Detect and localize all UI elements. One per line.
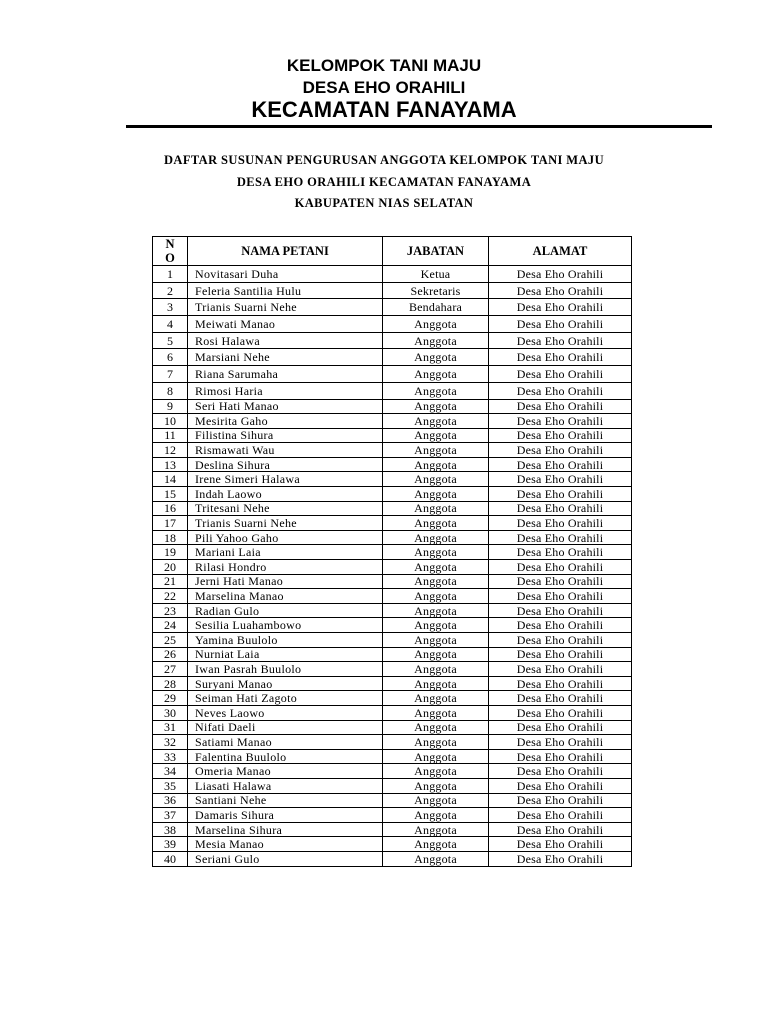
cell-no: 33 [153, 749, 188, 764]
header-jabatan: JABATAN [383, 237, 489, 266]
table-row [153, 349, 632, 366]
table-row [153, 316, 632, 333]
cell-nama: Novitasari Duha [188, 266, 383, 283]
cell-nama: Rismawati Wau [188, 443, 383, 458]
cell-jabatan: Anggota [383, 705, 489, 720]
cell-jabatan: Bendahara [383, 299, 489, 316]
cell-no: 1 [153, 266, 188, 283]
cell-jabatan: Anggota [383, 691, 489, 706]
cell-no: 23 [153, 603, 188, 618]
cell-alamat: Desa Eho Orahili [489, 414, 632, 429]
cell-alamat: Desa Eho Orahili [489, 793, 632, 808]
cell-no: 26 [153, 647, 188, 662]
cell-no: 13 [153, 457, 188, 472]
cell-alamat: Desa Eho Orahili [489, 299, 632, 316]
cell-nama: Iwan Pasrah Buulolo [188, 662, 383, 677]
cell-alamat: Desa Eho Orahili [489, 589, 632, 604]
cell-jabatan: Anggota [383, 530, 489, 545]
cell-nama: Meiwati Manao [188, 316, 383, 333]
cell-nama: Marselina Manao [188, 589, 383, 604]
cell-no: 40 [153, 851, 188, 866]
cell-jabatan: Anggota [383, 428, 489, 443]
cell-nama: Nurniat Laia [188, 647, 383, 662]
cell-jabatan: Anggota [383, 399, 489, 414]
cell-jabatan: Ketua [383, 266, 489, 283]
table-row [153, 299, 632, 316]
cell-alamat: Desa Eho Orahili [489, 749, 632, 764]
cell-no: 16 [153, 501, 188, 516]
table-row [153, 266, 632, 283]
cell-no: 29 [153, 691, 188, 706]
cell-nama: Rosi Halawa [188, 332, 383, 349]
table-row [153, 332, 632, 349]
cell-no: 17 [153, 516, 188, 531]
cell-nama: Rimosi Haria [188, 382, 383, 399]
cell-no: 4 [153, 316, 188, 333]
cell-alamat: Desa Eho Orahili [489, 764, 632, 779]
cell-no: 34 [153, 764, 188, 779]
cell-no: 38 [153, 822, 188, 837]
cell-no: 9 [153, 399, 188, 414]
cell-nama: Irene Simeri Halawa [188, 472, 383, 487]
cell-nama: Feleria Santilia Hulu [188, 282, 383, 299]
cell-jabatan: Anggota [383, 633, 489, 648]
table-header-row [153, 237, 632, 266]
cell-alamat: Desa Eho Orahili [489, 676, 632, 691]
cell-jabatan: Anggota [383, 764, 489, 779]
cell-nama: Neves Laowo [188, 705, 383, 720]
cell-jabatan: Anggota [383, 749, 489, 764]
cell-nama: Marselina Sihura [188, 822, 383, 837]
cell-no: 19 [153, 545, 188, 560]
table-row [153, 282, 632, 299]
cell-no: 24 [153, 618, 188, 633]
cell-jabatan: Anggota [383, 662, 489, 677]
cell-no: 7 [153, 366, 188, 383]
cell-jabatan: Anggota [383, 316, 489, 333]
cell-nama: Damaris Sihura [188, 808, 383, 823]
table-row [153, 705, 632, 720]
cell-alamat: Desa Eho Orahili [489, 735, 632, 750]
cell-jabatan: Anggota [383, 808, 489, 823]
cell-nama: Yamina Buulolo [188, 633, 383, 648]
cell-alamat: Desa Eho Orahili [489, 691, 632, 706]
cell-nama: Mesirita Gaho [188, 414, 383, 429]
cell-no: 5 [153, 332, 188, 349]
cell-nama: Marsiani Nehe [188, 349, 383, 366]
cell-nama: Trianis Suarni Nehe [188, 299, 383, 316]
subtitle-line-1: DAFTAR SUSUNAN PENGURUSAN ANGGOTA KELOMPOK TANI MAJU [163, 153, 605, 167]
cell-jabatan: Anggota [383, 589, 489, 604]
cell-no: 39 [153, 837, 188, 852]
cell-alamat: Desa Eho Orahili [489, 647, 632, 662]
cell-alamat: Desa Eho Orahili [489, 332, 632, 349]
cell-jabatan: Anggota [383, 545, 489, 560]
cell-alamat: Desa Eho Orahili [489, 316, 632, 333]
cell-nama: Satiami Manao [188, 735, 383, 750]
table-row [153, 382, 632, 399]
village-title: DESA EHO ORAHILI [302, 78, 466, 97]
cell-nama: Rilasi Hondro [188, 560, 383, 575]
cell-jabatan: Anggota [383, 349, 489, 366]
header-no-line2: O [165, 251, 175, 265]
cell-jabatan: Anggota [383, 472, 489, 487]
cell-alamat: Desa Eho Orahili [489, 705, 632, 720]
cell-nama: Filistina Sihura [188, 428, 383, 443]
cell-alamat: Desa Eho Orahili [489, 530, 632, 545]
cell-nama: Mariani Laia [188, 545, 383, 560]
cell-alamat: Desa Eho Orahili [489, 837, 632, 852]
cell-jabatan: Anggota [383, 618, 489, 633]
cell-nama: Suryani Manao [188, 676, 383, 691]
cell-nama: Seriani Gulo [188, 851, 383, 866]
cell-jabatan: Anggota [383, 735, 489, 750]
cell-alamat: Desa Eho Orahili [489, 399, 632, 414]
cell-no: 20 [153, 560, 188, 575]
table-row [153, 822, 632, 837]
table-row [153, 662, 632, 677]
cell-alamat: Desa Eho Orahili [489, 516, 632, 531]
cell-alamat: Desa Eho Orahili [489, 778, 632, 793]
member-table [152, 236, 632, 867]
cell-alamat: Desa Eho Orahili [489, 366, 632, 383]
header-nama: NAMA PETANI [188, 237, 383, 266]
table-row [153, 487, 632, 502]
cell-jabatan: Anggota [383, 647, 489, 662]
cell-alamat: Desa Eho Orahili [489, 662, 632, 677]
cell-jabatan: Anggota [383, 822, 489, 837]
table-row [153, 691, 632, 706]
subtitle-line-2: DESA EHO ORAHILI KECAMATAN FANAYAMA [236, 175, 532, 189]
cell-alamat: Desa Eho Orahili [489, 282, 632, 299]
table-row [153, 793, 632, 808]
cell-jabatan: Anggota [383, 516, 489, 531]
cell-jabatan: Sekretaris [383, 282, 489, 299]
table-row [153, 516, 632, 531]
cell-no: 37 [153, 808, 188, 823]
cell-no: 14 [153, 472, 188, 487]
cell-jabatan: Anggota [383, 382, 489, 399]
cell-alamat: Desa Eho Orahili [489, 822, 632, 837]
cell-no: 27 [153, 662, 188, 677]
cell-nama: Falentina Buulolo [188, 749, 383, 764]
cell-nama: Seri Hati Manao [188, 399, 383, 414]
table-row [153, 837, 632, 852]
group-title: KELOMPOK TANI MAJU [286, 56, 482, 75]
cell-alamat: Desa Eho Orahili [489, 574, 632, 589]
cell-no: 8 [153, 382, 188, 399]
cell-jabatan: Anggota [383, 851, 489, 866]
cell-no: 36 [153, 793, 188, 808]
cell-alamat: Desa Eho Orahili [489, 457, 632, 472]
table-row [153, 428, 632, 443]
cell-no: 10 [153, 414, 188, 429]
header-no [153, 237, 188, 266]
table-row [153, 366, 632, 383]
table-row [153, 574, 632, 589]
cell-no: 11 [153, 428, 188, 443]
cell-jabatan: Anggota [383, 366, 489, 383]
cell-no: 3 [153, 299, 188, 316]
cell-no: 35 [153, 778, 188, 793]
cell-jabatan: Anggota [383, 793, 489, 808]
header-no-line1: N [165, 237, 175, 251]
table-row [153, 443, 632, 458]
table-row [153, 735, 632, 750]
table-row [153, 647, 632, 662]
cell-nama: Deslina Sihura [188, 457, 383, 472]
header-alamat: ALAMAT [489, 237, 632, 266]
cell-nama: Riana Sarumaha [188, 366, 383, 383]
cell-alamat: Desa Eho Orahili [489, 382, 632, 399]
table-row [153, 720, 632, 735]
cell-nama: Pili Yahoo Gaho [188, 530, 383, 545]
table-row [153, 545, 632, 560]
cell-no: 2 [153, 282, 188, 299]
cell-jabatan: Anggota [383, 332, 489, 349]
cell-jabatan: Anggota [383, 720, 489, 735]
district-title: KECAMATAN FANAYAMA [251, 97, 517, 122]
cell-no: 21 [153, 574, 188, 589]
table-row [153, 530, 632, 545]
table-row [153, 560, 632, 575]
cell-no: 32 [153, 735, 188, 750]
cell-jabatan: Anggota [383, 457, 489, 472]
table-row [153, 749, 632, 764]
table-row [153, 851, 632, 866]
cell-jabatan: Anggota [383, 837, 489, 852]
cell-alamat: Desa Eho Orahili [489, 633, 632, 648]
table-row [153, 778, 632, 793]
cell-alamat: Desa Eho Orahili [489, 720, 632, 735]
cell-nama: Mesia Manao [188, 837, 383, 852]
cell-alamat: Desa Eho Orahili [489, 618, 632, 633]
cell-jabatan: Anggota [383, 560, 489, 575]
cell-jabatan: Anggota [383, 414, 489, 429]
header-divider [126, 125, 712, 128]
table-row [153, 633, 632, 648]
table-row [153, 603, 632, 618]
cell-no: 28 [153, 676, 188, 691]
cell-alamat: Desa Eho Orahili [489, 603, 632, 618]
cell-jabatan: Anggota [383, 443, 489, 458]
table-row [153, 399, 632, 414]
table-row [153, 501, 632, 516]
table-row [153, 457, 632, 472]
table-row [153, 414, 632, 429]
cell-alamat: Desa Eho Orahili [489, 428, 632, 443]
cell-alamat: Desa Eho Orahili [489, 349, 632, 366]
cell-nama: Indah Laowo [188, 487, 383, 502]
cell-nama: Tritesani Nehe [188, 501, 383, 516]
cell-alamat: Desa Eho Orahili [489, 501, 632, 516]
subtitle-line-3: KABUPATEN NIAS SELATAN [294, 196, 474, 210]
cell-alamat: Desa Eho Orahili [489, 545, 632, 560]
cell-nama: Sesilia Luahambowo [188, 618, 383, 633]
cell-alamat: Desa Eho Orahili [489, 560, 632, 575]
cell-jabatan: Anggota [383, 501, 489, 516]
cell-no: 6 [153, 349, 188, 366]
cell-jabatan: Anggota [383, 574, 489, 589]
cell-no: 15 [153, 487, 188, 502]
table-row [153, 472, 632, 487]
table-row [153, 808, 632, 823]
cell-no: 30 [153, 705, 188, 720]
table-row [153, 589, 632, 604]
cell-alamat: Desa Eho Orahili [489, 808, 632, 823]
cell-alamat: Desa Eho Orahili [489, 472, 632, 487]
cell-nama: Nifati Daeli [188, 720, 383, 735]
cell-no: 31 [153, 720, 188, 735]
cell-nama: Trianis Suarni Nehe [188, 516, 383, 531]
table-row [153, 618, 632, 633]
cell-nama: Radian Gulo [188, 603, 383, 618]
cell-jabatan: Anggota [383, 676, 489, 691]
cell-no: 25 [153, 633, 188, 648]
cell-jabatan: Anggota [383, 603, 489, 618]
cell-nama: Seiman Hati Zagoto [188, 691, 383, 706]
cell-nama: Santiani Nehe [188, 793, 383, 808]
cell-alamat: Desa Eho Orahili [489, 443, 632, 458]
table-row [153, 676, 632, 691]
cell-no: 12 [153, 443, 188, 458]
cell-alamat: Desa Eho Orahili [489, 266, 632, 283]
cell-nama: Jerni Hati Manao [188, 574, 383, 589]
cell-no: 18 [153, 530, 188, 545]
cell-jabatan: Anggota [383, 778, 489, 793]
cell-jabatan: Anggota [383, 487, 489, 502]
table-row [153, 764, 632, 779]
cell-nama: Liasati Halawa [188, 778, 383, 793]
cell-alamat: Desa Eho Orahili [489, 487, 632, 502]
cell-nama: Omeria Manao [188, 764, 383, 779]
cell-no: 22 [153, 589, 188, 604]
cell-alamat: Desa Eho Orahili [489, 851, 632, 866]
